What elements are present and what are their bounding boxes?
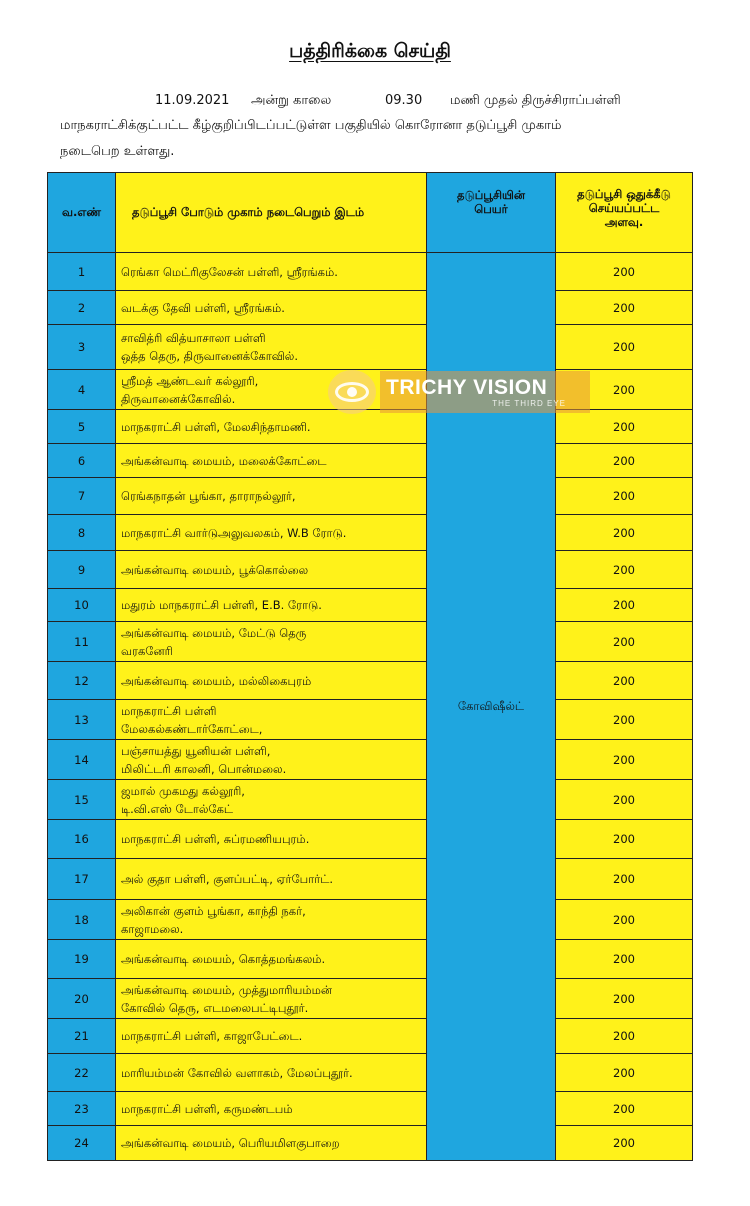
camp-location-cell: [116, 820, 427, 859]
watermark-text-block: [380, 371, 590, 413]
table-row: [48, 820, 693, 859]
camp-location-cell: [116, 551, 427, 589]
header-camp-location: தடுப்பூசி போடும் முகாம் நடைபெறும் இடம்: [116, 173, 427, 253]
allocated-quantity-cell: 200: [556, 1126, 693, 1161]
header-vaccine-name: [427, 173, 556, 253]
serial-number-cell: 21: [48, 1019, 116, 1054]
header-allocated-quantity-text: தடுப்பூசி ஒதுக்கீடு செய்யப்பட்ட அளவு.: [577, 186, 671, 229]
intro-date: 11.09.2021: [155, 93, 230, 108]
allocated-quantity-cell: 200: [556, 622, 693, 662]
location-line-1: மாநகராட்சி பள்ளி, காஜாபேட்டை.: [121, 1029, 303, 1043]
table-row: [48, 740, 693, 780]
serial-number-cell: 15: [48, 780, 116, 820]
location-line-1: அங்கன்வாடி மையம், முத்துமாரியம்மன்: [121, 982, 333, 997]
allocated-quantity-cell: 200: [556, 589, 693, 622]
location-line-1: ரெங்கநாதன் பூங்கா, தாராநல்லூர்,: [121, 489, 296, 503]
serial-number-cell: 20: [48, 979, 116, 1019]
camp-location-cell: [116, 1054, 427, 1092]
allocated-quantity-cell: 200: [556, 325, 693, 370]
camp-location-cell: [116, 478, 427, 515]
location-line-1: மாநகராட்சி பள்ளி, சுப்ரமணியபுரம்.: [121, 832, 310, 846]
table-row: [48, 1092, 693, 1126]
serial-number-cell: 24: [48, 1126, 116, 1161]
location-line-1: சாவித்ரி வித்யாசாலா பள்ளி: [121, 331, 266, 345]
serial-number-cell: 3: [48, 325, 116, 370]
camp-location-cell: [116, 622, 427, 662]
location-line-2: ஒத்த தெரு, திருவானைக்கோவில்.: [121, 349, 298, 363]
serial-number-cell: 22: [48, 1054, 116, 1092]
table-row: [48, 478, 693, 515]
table-row: [48, 700, 693, 740]
title-text: பத்திரிக்கை செய்தி: [289, 40, 451, 62]
location-line-1: மாநகராட்சி பள்ளி: [121, 703, 217, 718]
table-row: [48, 662, 693, 700]
camp-location-cell: [116, 740, 427, 780]
allocated-quantity-cell: 200: [556, 253, 693, 291]
press-release-title: [0, 40, 740, 65]
location-line-1: பஞ்சாயத்து யூனியன் பள்ளி,: [121, 743, 271, 758]
camp-location-cell: [116, 291, 427, 325]
allocated-quantity-cell: 200: [556, 940, 693, 979]
location-line-1: மாநகராட்சி வார்டுஅலுவலகம், W.B ரோடு.: [121, 525, 347, 540]
location-line-2: திருவானைக்கோவில்.: [121, 391, 236, 406]
allocated-quantity-cell: 200: [556, 859, 693, 900]
allocated-quantity-cell: 200: [556, 1054, 693, 1092]
camp-location-cell: [116, 1126, 427, 1161]
serial-number-cell: 12: [48, 662, 116, 700]
allocated-quantity-cell: 200: [556, 780, 693, 820]
camp-location-cell: [116, 1092, 427, 1126]
allocated-quantity-cell: 200: [556, 370, 693, 410]
allocated-quantity-cell: 200: [556, 1092, 693, 1126]
serial-number-cell: 9: [48, 551, 116, 589]
serial-number-cell: 19: [48, 940, 116, 979]
location-line-1: அல் குதா பள்ளி, குளப்பட்டி, ஏர்போர்ட்.: [121, 872, 334, 886]
serial-number-cell: 1: [48, 253, 116, 291]
vaccination-camp-table: [47, 172, 693, 1161]
serial-number-cell: 16: [48, 820, 116, 859]
allocated-quantity-cell: 200: [556, 515, 693, 551]
location-line-2: டி.வி.எஸ் டோல்கேட்: [121, 801, 234, 816]
camp-location-cell: [116, 780, 427, 820]
trichy-vision-watermark: [328, 370, 592, 414]
table-row: [48, 859, 693, 900]
location-line-1: வடக்கு தேவி பள்ளி, ஸ்ரீரங்கம்.: [121, 300, 285, 315]
table-row: [48, 900, 693, 940]
location-line-1: அங்கன்வாடி மையம், மல்லிகைபுரம்: [121, 673, 312, 688]
location-line-2: காஜாமலை.: [121, 921, 184, 936]
serial-number-cell: 6: [48, 444, 116, 478]
serial-number-cell: 4: [48, 370, 116, 410]
location-line-1: மாரியம்மன் கோவில் வளாகம், மேலப்புதூர்.: [121, 1065, 353, 1080]
intro-time: 09.30: [385, 93, 423, 108]
watermark-name: TRICHY VISION: [386, 375, 548, 399]
table-row: [48, 551, 693, 589]
intro-line-3: நடைபெற உள்ளது.: [60, 144, 175, 159]
serial-number-cell: 17: [48, 859, 116, 900]
table-row: [48, 1126, 693, 1161]
allocated-quantity-cell: 200: [556, 979, 693, 1019]
serial-number-cell: 10: [48, 589, 116, 622]
location-line-1: ஸ்ரீமத் ஆண்டவர் கல்லூரி,: [121, 373, 259, 388]
intro-day-word: அன்று காலை: [251, 93, 332, 108]
serial-number-cell: 18: [48, 900, 116, 940]
table-row: [48, 410, 693, 444]
camp-location-cell: [116, 979, 427, 1019]
camp-location-cell: [116, 515, 427, 551]
allocated-quantity-cell: 200: [556, 740, 693, 780]
serial-number-cell: 23: [48, 1092, 116, 1126]
location-line-1: அலிகான் குளம் பூங்கா, காந்தி நகர்,: [121, 903, 306, 918]
header-vaccine-name-text: தடுப்பூசியின் பெயர்: [456, 187, 525, 216]
vaccine-name-cell: கோவிஷீல்ட்: [427, 253, 556, 1161]
serial-number-cell: 8: [48, 515, 116, 551]
location-line-2: மிலிட்டரி காலனி, பொன்மலை.: [121, 761, 287, 776]
allocated-quantity-cell: 200: [556, 410, 693, 444]
camp-location-cell: [116, 253, 427, 291]
camp-location-cell: [116, 900, 427, 940]
location-line-1: அங்கன்வாடி மையம், கொத்தமங்கலம்.: [121, 952, 326, 966]
table-row: [48, 589, 693, 622]
allocated-quantity-cell: 200: [556, 291, 693, 325]
serial-number-cell: 11: [48, 622, 116, 662]
table-row: [48, 979, 693, 1019]
table-row: [48, 253, 693, 291]
eye-icon: [328, 370, 376, 414]
location-line-2: கோவில் தெரு, எடமலைபட்டிபுதூர்.: [121, 1000, 309, 1015]
camp-location-cell: [116, 325, 427, 370]
table-row: [48, 940, 693, 979]
location-line-1: அங்கன்வாடி மையம், பெரியமிளகுபாறை: [121, 1136, 340, 1150]
intro-line1-rest: மணி முதல் திருச்சிராப்பள்ளி: [450, 93, 621, 108]
watermark-tagline: THE THIRD EYE: [492, 398, 566, 408]
camp-location-cell: [116, 859, 427, 900]
table-row: [48, 780, 693, 820]
location-line-1: மாநகராட்சி பள்ளி, மேலசிந்தாமணி.: [121, 419, 311, 434]
table-header-row: [48, 173, 693, 253]
allocated-quantity-cell: 200: [556, 444, 693, 478]
header-serial-number: வ.எண்: [48, 173, 116, 253]
location-line-2: வரகனேரி: [121, 643, 173, 658]
camp-location-cell: [116, 662, 427, 700]
camp-location-cell: [116, 410, 427, 444]
table-row: [48, 1019, 693, 1054]
serial-number-cell: 14: [48, 740, 116, 780]
camp-location-cell: [116, 1019, 427, 1054]
camp-location-cell: [116, 700, 427, 740]
allocated-quantity-cell: 200: [556, 551, 693, 589]
serial-number-cell: 7: [48, 478, 116, 515]
serial-number-cell: 5: [48, 410, 116, 444]
serial-number-cell: 2: [48, 291, 116, 325]
location-line-1: மதுரம் மாநகராட்சி பள்ளி, E.B. ரோடு.: [121, 598, 322, 612]
allocated-quantity-cell: 200: [556, 1019, 693, 1054]
table-row: [48, 515, 693, 551]
location-line-1: அங்கன்வாடி மையம், மலைக்கோட்டை: [121, 453, 327, 468]
serial-number-cell: 13: [48, 700, 116, 740]
camp-location-cell: [116, 444, 427, 478]
allocated-quantity-cell: 200: [556, 900, 693, 940]
location-line-1: அங்கன்வாடி மையம், பூக்கொல்லை: [121, 562, 309, 577]
camp-location-cell: [116, 940, 427, 979]
allocated-quantity-cell: 200: [556, 700, 693, 740]
location-line-1: மாநகராட்சி பள்ளி, கருமண்டபம்: [121, 1101, 293, 1116]
camp-location-cell: [116, 589, 427, 622]
location-line-1: ரெங்கா மெட்ரிகுலேசன் பள்ளி, ஸ்ரீரங்கம்.: [121, 264, 338, 279]
allocated-quantity-cell: 200: [556, 662, 693, 700]
table-row: [48, 622, 693, 662]
table-row: [48, 325, 693, 370]
table-row: [48, 444, 693, 478]
table-row: [48, 291, 693, 325]
location-line-2: மேலகல்கண்டார்கோட்டை,: [121, 721, 263, 736]
intro-line-2: மாநகராட்சிக்குட்பட்ட கீழ்குறிப்பிடப்பட்டுள்ள பகுதியில் கொரோனா தடுப்பூசி முகாம்: [60, 118, 562, 133]
allocated-quantity-cell: 200: [556, 820, 693, 859]
table-row: [48, 1054, 693, 1092]
header-allocated-quantity: [556, 173, 693, 253]
location-line-1: ஜமால் முகமது கல்லூரி,: [121, 783, 245, 798]
allocated-quantity-cell: 200: [556, 478, 693, 515]
location-line-1: அங்கன்வாடி மையம், மேட்டு தெரு: [121, 625, 307, 640]
